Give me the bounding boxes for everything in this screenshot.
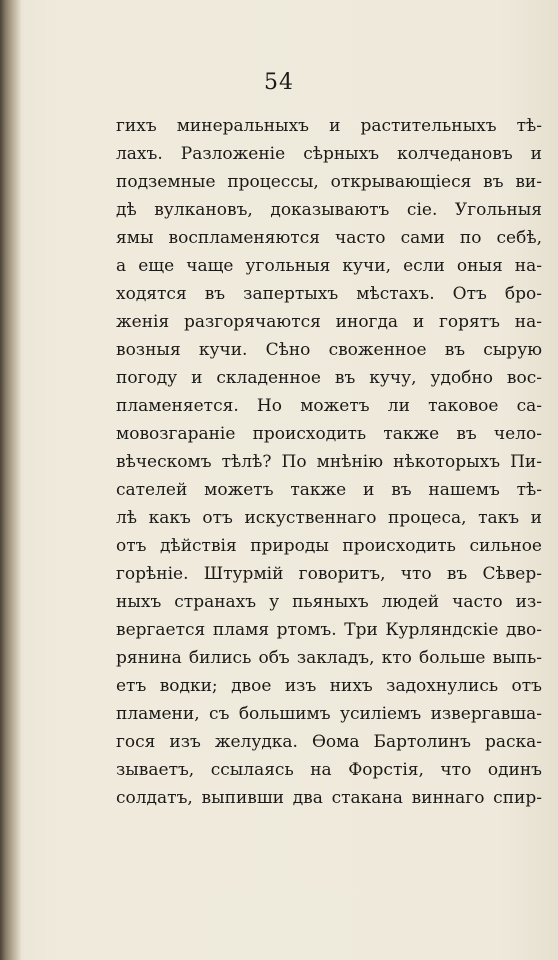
text-line: пламени, съ большимъ усиліемъ извергавша- — [116, 704, 542, 724]
text-line: женія разгорячаются иногда и горятъ на- — [116, 312, 542, 332]
text-line: рянина бились объ закладъ, кто больше выпь- — [116, 648, 542, 668]
text-line: солдатъ, выпивши два стакана виннаго спир- — [116, 788, 542, 808]
text-line: мовозгараніе происходить также въ чело- — [116, 424, 542, 444]
text-line: погоду и складенное въ кучу, удобно вос- — [116, 368, 542, 388]
text-line: зываетъ, ссылаясь на Форстія, что одинъ — [116, 760, 542, 780]
text-line: сателей можетъ также и въ нашемъ тѣ- — [116, 480, 542, 500]
text-line: а еще чаще угольныя кучи, если оныя на- — [116, 256, 542, 276]
text-line: лахъ. Разложеніе сѣрныхъ колчедановъ и — [116, 144, 542, 164]
text-line: горѣніе. Штурмій говоритъ, что въ Сѣвер- — [116, 564, 542, 584]
text-line: пламеняется. Но можетъ ли таковое са- — [116, 396, 542, 416]
text-line: возныя кучи. Сѣно своженное въ сырую — [116, 340, 542, 360]
page-gutter — [0, 0, 22, 960]
text-line: лѣ какъ отъ искуственнаго процеса, такъ и — [116, 508, 542, 528]
text-line: ходятся въ запертыхъ мѣстахъ. Отъ бро- — [116, 284, 542, 304]
text-line: отъ дѣйствія природы происходить сильное — [116, 536, 542, 556]
text-line: ныхъ странахъ у пьяныхъ людей часто из- — [116, 592, 542, 612]
text-line: гося изъ желудка. Ѳома Бартолинъ раска- — [116, 732, 542, 752]
text-line: вѣческомъ тѣлѣ? По мнѣнію нѣкоторыхъ Пи- — [116, 452, 542, 472]
text-line: вергается пламя ртомъ. Три Курляндскіе дво- — [116, 620, 542, 640]
text-line: гихъ минеральныхъ и растительныхъ тѣ- — [116, 116, 542, 136]
body-text — [116, 112, 542, 812]
text-line: ямы воспламеняются часто сами по себѣ, — [116, 228, 542, 248]
text-line: етъ водки; двое изъ нихъ задохнулись отъ — [116, 676, 542, 696]
page-number: 54 — [264, 70, 294, 95]
text-line: дѣ вулкановъ, доказываютъ сіе. Угольныя — [116, 200, 542, 220]
text-line: подземные процессы, открывающіеся въ ви- — [116, 172, 542, 192]
